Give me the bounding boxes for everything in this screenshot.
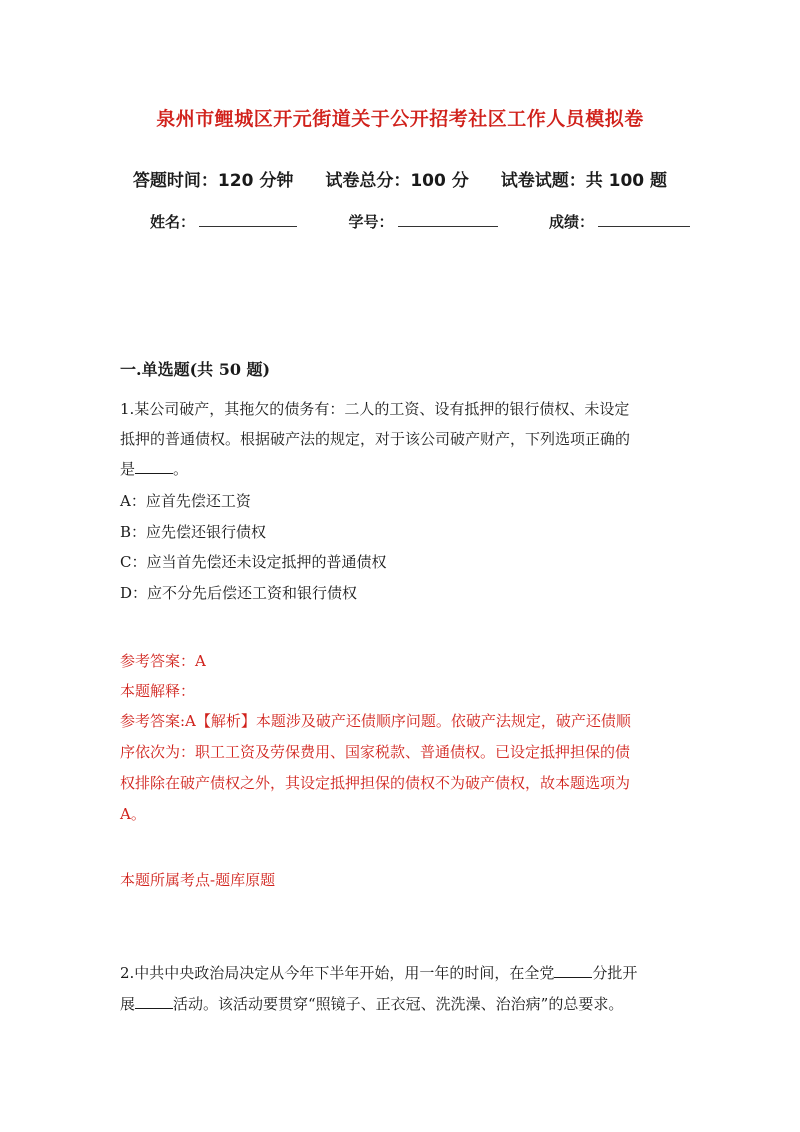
answer-blank bbox=[135, 455, 173, 474]
question-1-answer bbox=[120, 646, 680, 830]
question-1-options bbox=[120, 486, 680, 608]
option-d[interactable]: D：应不分先后偿还工资和银行债权 bbox=[120, 583, 358, 602]
question-1-line: 1.某公司破产，其拖欠的债务有：二人的工资、设有抵押的银行债权、未设定 bbox=[120, 400, 630, 418]
exam-meta bbox=[0, 166, 800, 191]
id-label: 学号： bbox=[348, 213, 394, 231]
answer-blank bbox=[554, 959, 592, 978]
option-a[interactable]: A：应首先偿还工资 bbox=[120, 492, 251, 510]
question-2-line bbox=[120, 989, 680, 1020]
question-2-text: 活动。该活动要贯穿“照镜子、正衣冠、洗洗澡、治治病”的总要求。 bbox=[173, 995, 624, 1013]
question-2-text: 2.中共中央政治局决定从今年下半年开始，用一年的时间，在全党 bbox=[120, 964, 555, 982]
question-1-text: 是 bbox=[120, 460, 136, 478]
exam-total-score: 试卷总分：100 分 bbox=[325, 171, 469, 191]
explanation-line: 序依次为：职工工资及劳保费用、国家税款、普通债权。已设定抵押担保的债 bbox=[120, 743, 631, 761]
explanation-line: A。 bbox=[120, 805, 146, 823]
question-1-text: 。 bbox=[173, 460, 189, 478]
student-fields bbox=[150, 211, 690, 232]
id-field[interactable] bbox=[348, 211, 497, 232]
question-1-stem bbox=[120, 394, 680, 484]
name-blank[interactable] bbox=[199, 212, 297, 227]
option-c[interactable]: C：应当首先偿还未设定抵押的普通债权 bbox=[120, 553, 387, 571]
exam-title: 泉州市鲤城区开元街道关于公开招考社区工作人员模拟卷 bbox=[156, 108, 644, 130]
name-label: 姓名： bbox=[150, 213, 196, 231]
reference-answer: 参考答案：A bbox=[120, 652, 206, 670]
id-blank[interactable] bbox=[398, 212, 498, 227]
explanation-line: 权排除在破产债权之外，其设定抵押担保的债权不为破产债权，故本题选项为 bbox=[120, 774, 631, 792]
explanation-line: 参考答案:A【解析】本题涉及破产还债顺序问题。依破产法规定，破产还债顺 bbox=[120, 712, 631, 730]
question-2-line bbox=[120, 958, 680, 989]
question-1-line bbox=[120, 454, 680, 484]
knowledge-point: 本题所属考点-题库原题 bbox=[120, 871, 276, 889]
answer-blank bbox=[135, 990, 173, 1009]
explanation-label: 本题解释： bbox=[120, 682, 196, 700]
name-field[interactable] bbox=[150, 211, 297, 232]
question-2-text: 展 bbox=[120, 995, 136, 1013]
exam-total-questions: 试卷试题：共 100 题 bbox=[500, 171, 668, 191]
question-2-text: 分批开 bbox=[592, 964, 638, 982]
option-b[interactable]: B：应先偿还银行债权 bbox=[120, 522, 267, 541]
section-heading: 一.单选题(共 50 题) bbox=[120, 360, 271, 379]
exam-time: 答题时间：120 分钟 bbox=[132, 171, 294, 191]
score-label: 成绩： bbox=[548, 213, 594, 231]
score-field[interactable] bbox=[549, 211, 690, 232]
score-blank[interactable] bbox=[598, 212, 690, 227]
question-2-stem bbox=[120, 958, 680, 1020]
question-1-line: 抵押的普通债权。根据破产法的规定，对于该公司破产财产，下列选项正确的 bbox=[120, 430, 631, 448]
